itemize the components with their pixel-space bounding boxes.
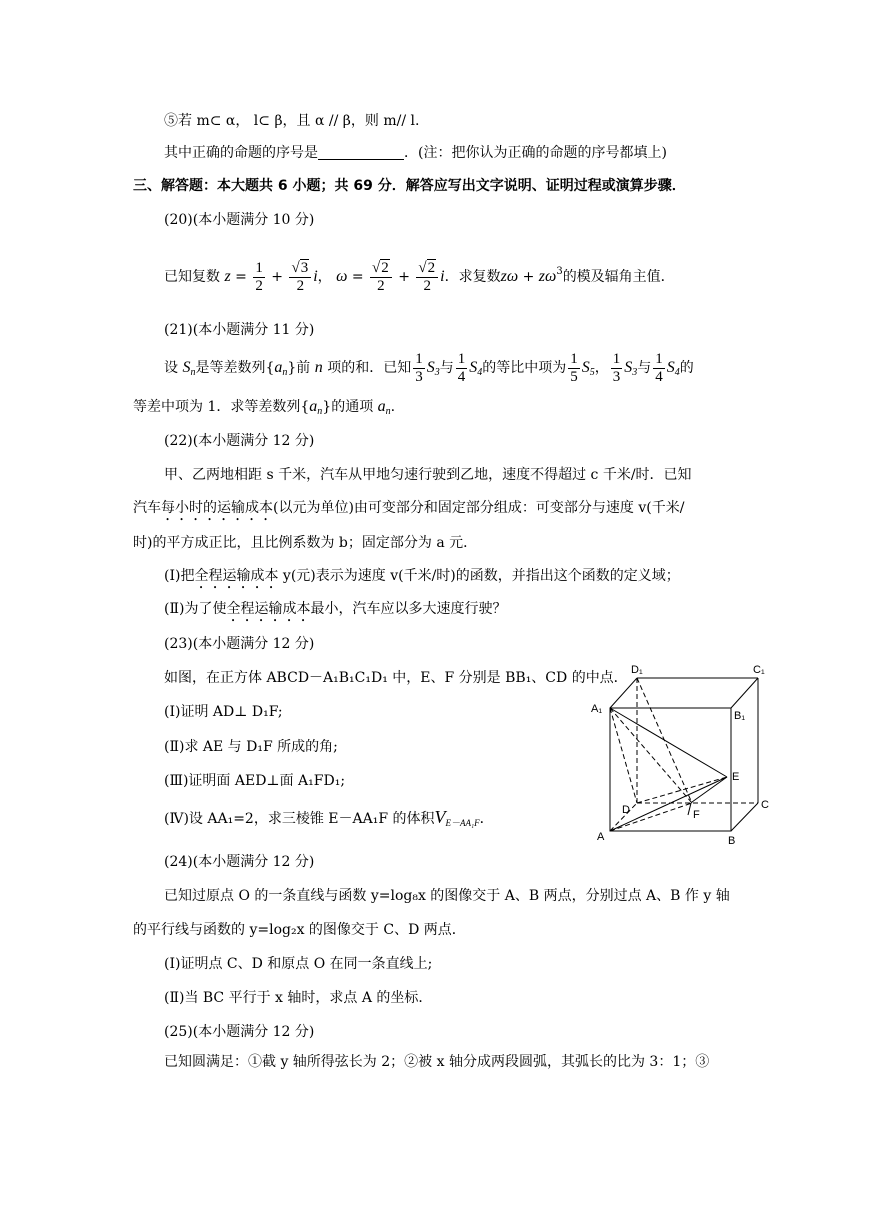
q21-t3: 前 xyxy=(296,360,311,376)
label-f: F xyxy=(693,809,700,821)
q23-t2: ． xyxy=(479,811,494,827)
q20-body: 已知复数 z = $\frac{1}{2}$ + $\frac{√3}{2}$ i， ω = $\frac{√2}{2}$ + $\frac{√2}{2}$ i．求复数$z\omega + z\omega^3$的模及辐角主值． xyxy=(164,259,675,294)
q22-t1: 汽车 xyxy=(133,500,161,516)
frac-1-2: $\frac{1}{2}$ xyxy=(255,259,263,294)
q21-t2: 是等差数列 xyxy=(195,360,266,376)
q20-heading: (20)(本小题满分 10 分) xyxy=(164,212,315,228)
label-a1: A₁ xyxy=(591,703,603,715)
q24-item-1: (Ⅰ)证明点 C、D 和原点 O 在同一条直线上; xyxy=(164,956,433,972)
q24-line-2: 的平行线与函数的 y=log₂x 的图像交于 C、D 两点． xyxy=(133,922,466,938)
frac-sqrt3-2: $\frac{√3}{2}$ xyxy=(289,260,311,295)
q21-t7: ， xyxy=(594,360,609,376)
q22-t5: (Ⅱ)为了使 xyxy=(164,601,227,617)
q22-line-1: 甲、乙两地相距 s 千米，汽车从甲地匀速行驶到乙地，速度不得超过 c 千米/时．已知 xyxy=(164,467,692,483)
q23-line-1: 如图，在正方体 ABCD－A₁B₁C₁D₁ 中，E、F 分别是 BB₁、CD 的中点． xyxy=(164,670,628,686)
label-b: B xyxy=(728,835,736,847)
fill-in-suffix: ．(注：把你认为正确的命题的序号都填上) xyxy=(404,145,667,161)
frac-sqrt2-2-a: $\frac{√2}{2}$ xyxy=(370,260,392,295)
section-3-heading: 三、解答题：本大题共 6 小题；共 69 分．解答应写出文字说明、证明过程或演算步骤． xyxy=(133,178,686,194)
q20-text-a: 已知复数 xyxy=(164,269,220,285)
q25-line-1: 已知圆满足：①截 y 轴所得弦长为 2；②被 x 轴分成两段圆弧，其弧长的比为 3：1；③ xyxy=(164,1054,710,1070)
q22-emphasis-3: 全程运输成本 xyxy=(226,601,311,617)
q23-item-2: (Ⅱ)求 AE 与 D₁F 所成的角; xyxy=(164,739,338,755)
q24-item-2: (Ⅱ)当 BC 平行于 x 轴时，求点 A 的坐标． xyxy=(164,990,433,1006)
q22-emphasis-2: 全程运输成本 xyxy=(194,568,279,584)
q22-item-2 xyxy=(164,599,506,625)
label-a: A xyxy=(597,831,605,843)
q23-heading: (23)(本小题满分 12 分) xyxy=(164,636,315,652)
q20-text-b: ．求复数 xyxy=(444,269,501,285)
q23-volume-v: V xyxy=(434,807,446,827)
q23-item-4 xyxy=(164,807,494,833)
fill-in-question xyxy=(164,143,667,163)
q21-t6: 的等比中项为 xyxy=(482,360,567,376)
q22-t3: (Ⅰ)把 xyxy=(164,568,195,584)
label-e: E xyxy=(732,771,740,783)
frac-1-3-a: $\frac{1}{3}$ xyxy=(415,350,423,385)
q21-heading: (21)(本小题满分 11 分) xyxy=(164,322,315,338)
answer-blank[interactable] xyxy=(318,145,404,160)
frac-1-3-b: $\frac{1}{3}$ xyxy=(612,350,621,385)
q22-t4: y(元)表示为速度 v(千米/时)的函数，并指出这个函数的定义域； xyxy=(278,568,680,584)
q22-heading: (22)(本小题满分 12 分) xyxy=(164,433,315,449)
frac-1-5: $\frac{1}{5}$ xyxy=(570,350,578,385)
q24-heading: (24)(本小题满分 12 分) xyxy=(164,854,315,870)
frac-1-4-a: $\frac{1}{4}$ xyxy=(457,350,466,385)
q20-formula-z: z xyxy=(224,268,231,285)
label-d1: D₁ xyxy=(631,664,643,676)
q21-t9: 的 xyxy=(679,360,694,376)
proposition-5: ⑤若 m⊂ α， l⊂ β，且 α // β，则 m// l. xyxy=(164,113,420,129)
q20-text-c: 的模及辐角主值． xyxy=(562,269,675,285)
q22-item-1 xyxy=(164,566,680,592)
label-c1: C₁ xyxy=(753,664,765,676)
fill-in-prefix: 其中正确的命题的序号是 xyxy=(164,145,318,161)
q21-t4: 项的和．已知 xyxy=(327,360,412,376)
q21-t5: 与 xyxy=(439,360,454,376)
q25-heading: (25)(本小题满分 12 分) xyxy=(164,1024,315,1040)
q21-line-2: 等差中项为 1．求等差数列$\{a_n\}$的通项 $a_n$. xyxy=(133,398,396,417)
q22-t6: 最小，汽车应以多大速度行驶？ xyxy=(310,601,507,617)
frac-sqrt2-2-b: $\frac{√2}{2}$ xyxy=(416,260,438,295)
frac-1-4-b: $\frac{1}{4}$ xyxy=(655,350,663,385)
q23-volume-sub: E－AA₁F xyxy=(445,818,480,828)
q22-t2: (以元为单位)由可变部分和固定部分组成：可变部分与速度 v(千米/ xyxy=(273,500,685,516)
q22-emphasis-1: 每小时的运输成本 xyxy=(161,500,273,516)
q21-t1: 设 xyxy=(164,360,178,376)
q22-line-3: 时)的平方成正比，且比例系数为 b；固定部分为 a 元． xyxy=(133,535,478,551)
q23-item-3: (Ⅲ)证明面 AED⊥面 A₁FD₁; xyxy=(164,773,346,789)
label-d: D xyxy=(622,804,630,816)
q22-line-2 xyxy=(133,498,684,524)
q23-t1: (Ⅳ)设 AA₁=2，求三棱锥 E－AA₁F 的体积 xyxy=(164,811,435,827)
q21-t8: 与 xyxy=(637,360,652,376)
q21-t11: 的通项 xyxy=(331,399,374,415)
cube-diagram xyxy=(585,655,785,855)
label-c: C xyxy=(761,799,769,811)
q24-line-1: 已知过原点 O 的一条直线与函数 y=log₈x 的图像交于 A、B 两点，分别过点 A、B 作 y 轴 xyxy=(164,888,730,904)
q21-line-1: 设 $S_n$是等差数列$\{a_n\}$前 n 项的和．已知 $\frac{1}{3}$ $S_3$与 $\frac{1}{4}$ $S_4$的等比中项为 $\frac{1}{5}$ $S_5$， $\frac{1}{3}$ $S_3$与 $\frac{1}{4}$ $S_4$的 xyxy=(164,350,694,385)
q23-item-1: (Ⅰ)证明 AD⊥ D₁F; xyxy=(164,704,283,720)
q21-t10: 等差中项为 1．求等差数列 xyxy=(133,399,301,415)
label-b1: B₁ xyxy=(734,710,746,722)
